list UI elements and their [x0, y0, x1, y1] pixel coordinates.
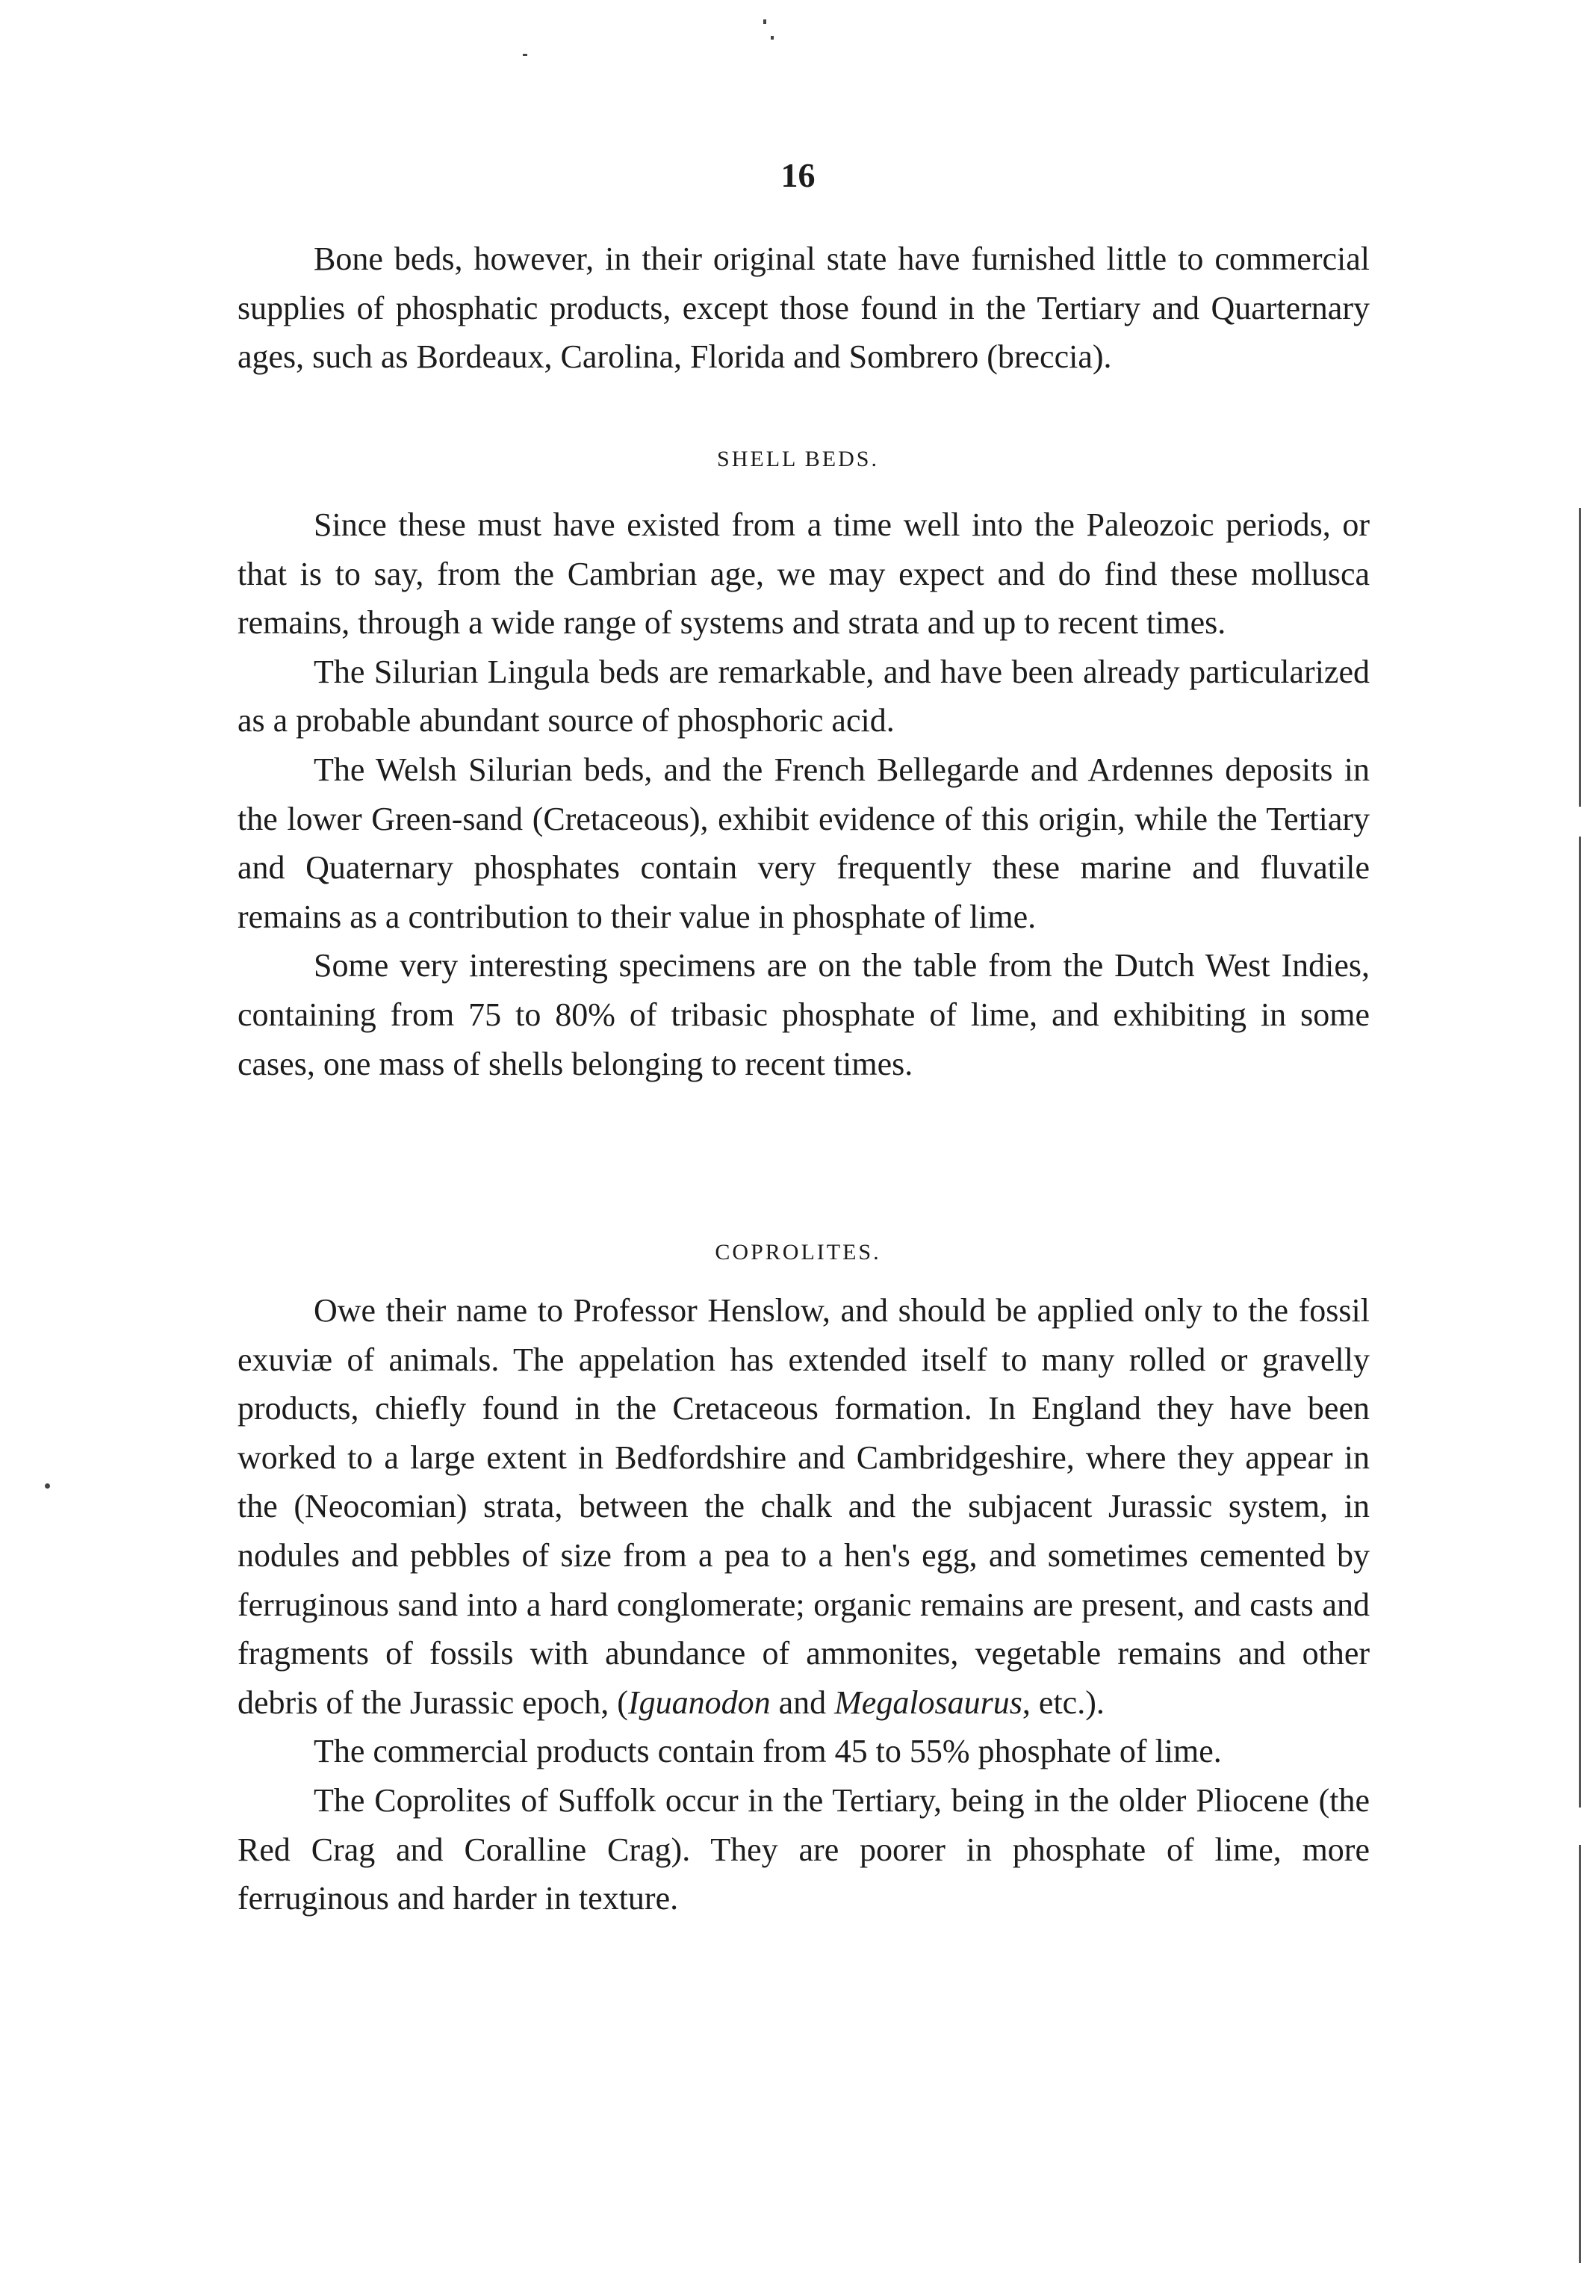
scan-edge-line [1579, 837, 1581, 1808]
paragraph-bone-beds: Bone beds, however, in their original state have furnished little to commercial supplies of phosphatic products, except those found in the Tertiary and Quarternary ages, such as Bordeaux, Carolina, Florida and Sombrero (breccia). [237, 241, 1370, 376]
scan-speck [763, 19, 766, 24]
paragraph-cambrian: Since these must have existed from a time well into the Paleozoic periods, or that is to say, from the Cambrian age, we may expect and do find these mollusca remains, through a wide range of systems and strata and up to recent times. [237, 506, 1370, 642]
scan-speck [45, 1483, 50, 1489]
scan-speck [771, 36, 774, 40]
paragraph-welsh-silurian: The Welsh Silurian beds, and the French Bellegarde and Ardennes deposits in the lower Green-sand (Cretaceous), exhibit evidence of this origin, while the Tertiary and Quaternary phosphates contain very frequently these marine and fluvatile remains as a contribution to their value in phosphate of lime. [237, 751, 1370, 935]
paragraph-henslow [237, 1286, 1370, 1727]
scan-edge-line [1579, 1845, 1581, 2263]
heading-shell-beds: SHELL BEDS. [717, 447, 879, 471]
conjunction-and: and [770, 1684, 835, 1721]
paragraph-commercial-products: The commercial products contain from 45 to 55% phosphate of lime. [314, 1733, 1222, 1770]
paragraph-lingula: The Silurian Lingula beds are remarkable, and have been already particularized as a probable abundant source of phosphoric acid. [237, 653, 1370, 739]
heading-coprolites: COPROLITES. [715, 1240, 881, 1265]
scan-speck [523, 54, 527, 56]
text-block-intro [237, 235, 1370, 382]
text-block-coprolites [237, 1286, 1370, 1923]
page-number: 16 [780, 156, 816, 194]
genus-iguanodon: Iguanodon [627, 1684, 771, 1721]
paragraph-henslow-end: , etc.). [1022, 1684, 1105, 1721]
genus-megalosaurus: Megalosaurus [834, 1684, 1022, 1721]
paragraph-suffolk: The Coprolites of Suffolk occur in the Tertiary, being in the older Pliocene (the Red Crag and Coralline Crag). They are poorer in phosphate of lime, more ferruginous and harder in texture. [237, 1781, 1370, 1917]
text-block-shell-beds [237, 500, 1370, 1088]
scan-edge-line [1579, 508, 1581, 807]
paragraph-dutch-west-indies: Some very interesting specimens are on the table from the Dutch West Indies, containing from 75 to 80% of tribasic phosphate of lime, and exhibiting in some cases, one mass of shells belonging to recent times. [237, 947, 1370, 1082]
paragraph-henslow-text: Owe their name to Professor Henslow, and should be applied only to the fossil exuviæ of animals. The appelation has extended itself to many rolled or gravelly products, chiefly found in the Cretaceous formation. In England they have been worked to a large extent in Bedfordshire and Cambridgeshire, where they appear in the (Neocomian) strata, between the chalk and the subjacent Jurassic system, in nodules and pebbles of size from a pea to a hen's egg, and sometimes cemented by ferruginous sand into a hard conglomerate; organic remains are present, and casts and fragments of fossils with abundance of ammonites, vegetable remains and other debris of the Jurassic epoch, ( [237, 1292, 1370, 1721]
